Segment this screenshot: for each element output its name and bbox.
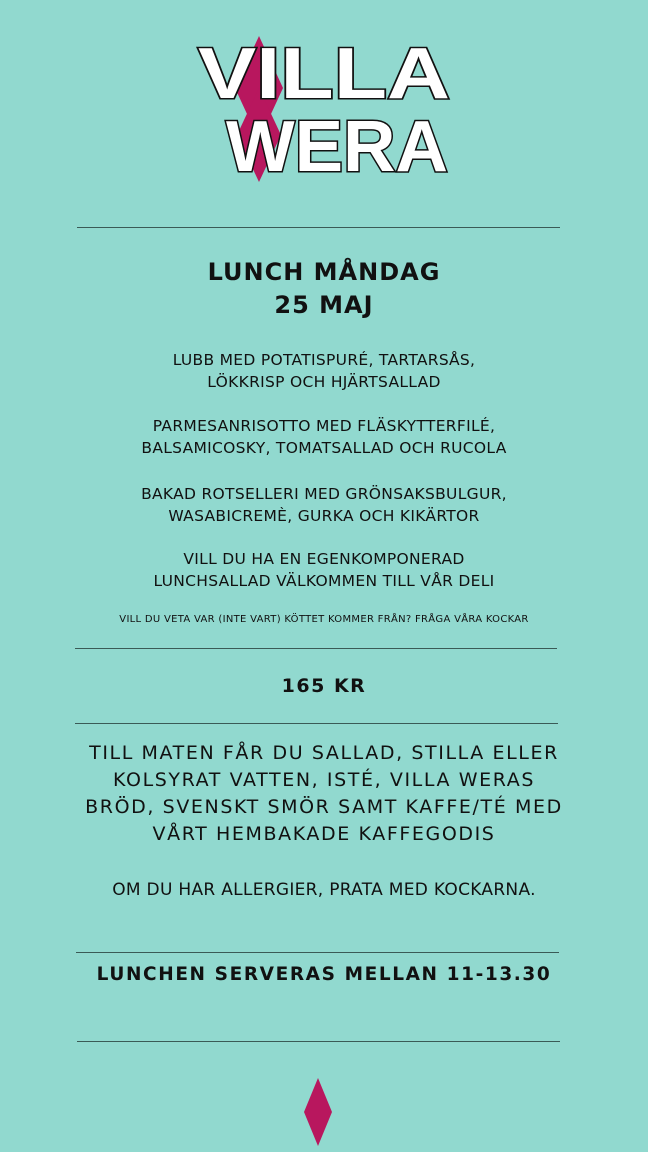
menu-title — [0, 256, 648, 322]
dish-line: LÖKKRISP OCH HJÄRTSALLAD — [207, 373, 441, 391]
villa-wera-logo-icon — [196, 36, 452, 182]
divider-5 — [77, 1041, 560, 1042]
divider-4 — [76, 952, 559, 953]
dish-line: LUNCHSALLAD VÄLKOMMEN TILL VÅR DELI — [153, 572, 495, 590]
dish-line: WASABICREMÈ, GURKA OCH KIKÄRTOR — [168, 507, 480, 525]
dish-line: PARMESANRISOTTO MED FLÄSKYTTERFILÉ, — [152, 417, 496, 435]
deli-note — [0, 548, 648, 592]
divider-1 — [77, 227, 560, 228]
included-line: VÅRT HEMBAKADE KAFFEGODIS — [152, 823, 496, 845]
meat-origin-note: VILL DU VETA VAR (INTE VART) KÖTTET KOMMER FRÅN? FRÅGA VÅRA KOCKAR — [119, 614, 529, 625]
dish-line: BAKAD ROTSELLERI MED GRÖNSAKSBULGUR, — [141, 485, 507, 503]
included-info — [0, 740, 648, 848]
price: 165 KR — [281, 675, 367, 697]
serving-hours: LUNCHEN SERVERAS MELLAN 11-13.30 — [96, 964, 552, 985]
logo-line-2: WERA — [226, 107, 448, 182]
dish-1 — [0, 349, 648, 393]
included-line: BRÖD, SVENSKT SMÖR SAMT KAFFE/TÉ MED — [85, 796, 563, 818]
diamond-icon — [304, 1078, 332, 1146]
included-line: TILL MATEN FÅR DU SALLAD, STILLA ELLER — [89, 742, 559, 764]
dish-line: VILL DU HA EN EGENKOMPONERAD — [183, 550, 465, 568]
divider-2 — [75, 648, 557, 649]
allergy-note: OM DU HAR ALLERGIER, PRATA MED KOCKARNA. — [112, 880, 536, 900]
menu-title-day: LUNCH MÅNDAG — [207, 258, 441, 286]
menu-title-date: 25 MAJ — [274, 291, 374, 319]
logo-line-1: VILLA — [198, 36, 450, 114]
included-line: KOLSYRAT VATTEN, ISTÉ, VILLA WERAS — [113, 769, 535, 791]
dish-line: BALSAMICOSKY, TOMATSALLAD OCH RUCOLA — [141, 439, 507, 457]
dish-line: LUBB MED POTATISPURÉ, TARTARSÅS, — [172, 351, 476, 369]
dish-2 — [0, 415, 648, 459]
divider-3 — [75, 723, 558, 724]
dish-3 — [0, 483, 648, 527]
